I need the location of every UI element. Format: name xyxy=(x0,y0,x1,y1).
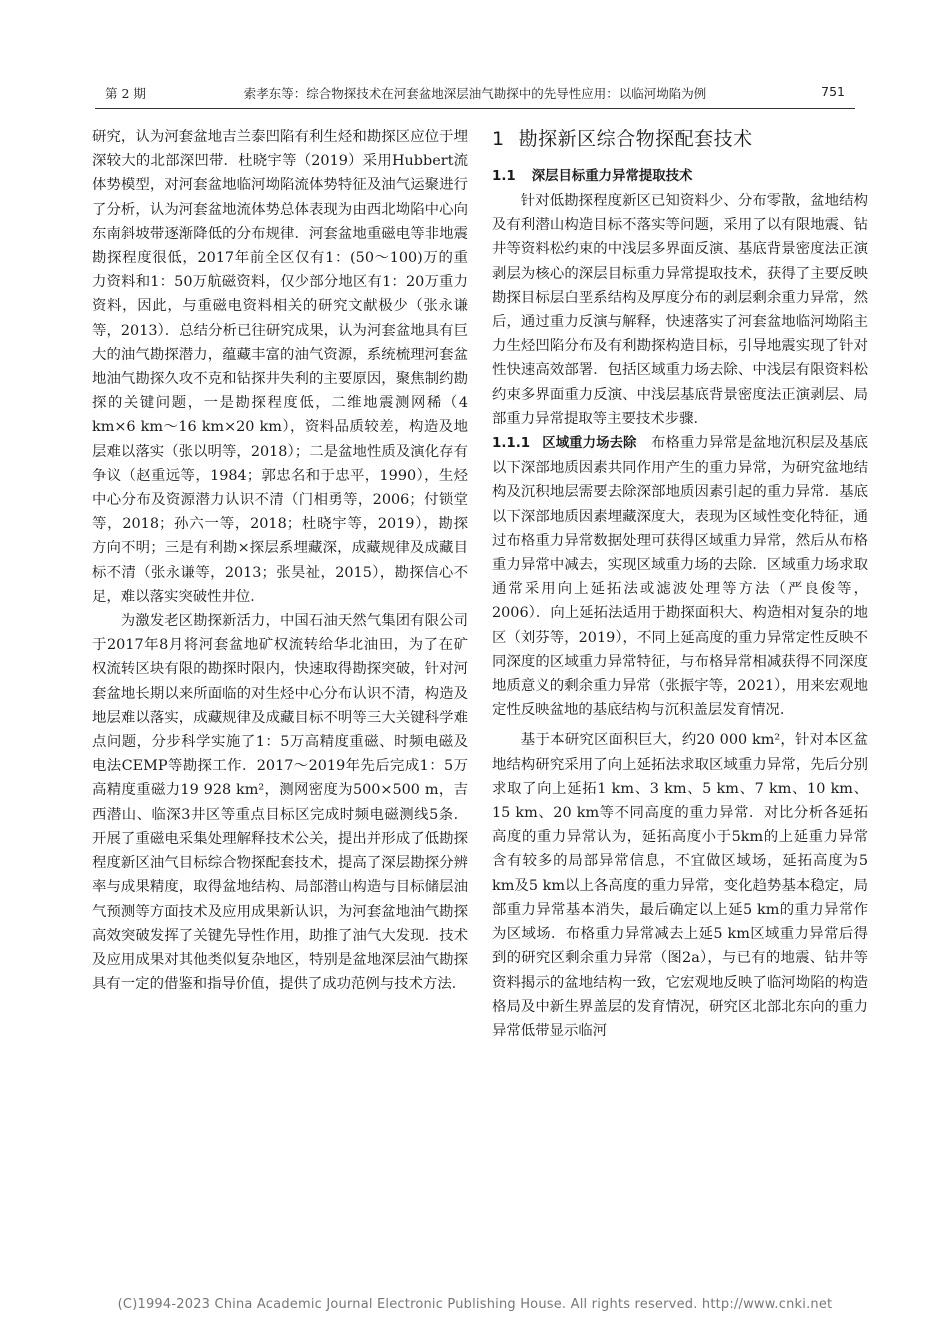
subsection-heading xyxy=(492,165,868,189)
body-paragraph: 基于本研究区面积巨大，约20 000 km²，针对本区盆地结构研究采用了向上延拓法求取区域重力异常，先后分别求取了向上延拓1 km、3 km、5 km、7 km、10 km、15 km、20 km等不同高度的重力异常．对比分析各延拓高度的重力异常认为，延拓高度小于5km的上延重力异常含有较多的局部异常信息，不宜做区域场，延拓高度为5 km及5 km以上各高度的重力异常，变化趋势基本稳定，局部重力异常基本消失，最后确定以上延5 km的重力异常作为区域场．布格重力异常减去上延5 km区域重力异常后得到的研究区剩余重力异常（图2a），与已有的地震、钻井等资料揭示的盆地结构一致，它宏观地反映了临河坳陷的构造格局及中新生界盖层的发育情况，研究区北部北东向的重力异常低带显示临河 xyxy=(492,732,868,1039)
body-paragraph-with-heading xyxy=(492,431,868,722)
body-paragraph: 研究，认为河套盆地吉兰泰凹陷有利生烃和勘探区应位于埋深较大的北部深凹带．杜晓宇等（2019）采用Hubbert流体势模型，对河套盆地临河坳陷流体势特征及油气运聚进行了分析，认为河套盆地流体势总体表现为由西北坳陷中心向东南斜坡带逐渐降低的分布规律．河套盆地重磁电等非地震勘探程度很低，2017年前全区仅有1：(50～100)万的重力资料和1：50万航磁资料，仅少部分地区有1：20万重力资料，因此，与重磁电资料相关的研究文献极少（张永谦等，2013）．总结分析已往研究成果，认为河套盆地具有巨大的油气勘探潜力，蕴藏丰富的油气资源，系统梳理河套盆地油气勘探久攻不克和钻探井失利的主要原因，聚焦制约勘探的关键问题，一是勘探程度低，二维地震测网稀（4 km×6 km～16 km×20 km），资料品质较差，构造及地层难以落实（张以明等，2018）；二是盆地性质及演化存有争议（赵重远等，1984；郭忠名和于忠平，1990），生烃中心分布及资源潜力认识不清（门相勇等，2006；付锁堂等，2018；孙六一等，2018；杜晓宇等，2019），勘探方向不明；三是有利勘×探层系埋藏深，成藏规律及成藏目标不清（张永谦等，2013；张昊祉，2015），勘探信心不足，难以落实突破性井位． xyxy=(92,129,468,605)
section-number: 1 xyxy=(492,128,505,150)
subsubsection-number: 1.1.1 xyxy=(492,436,531,452)
running-header xyxy=(95,82,855,109)
page-number: 751 xyxy=(821,84,845,99)
running-title: 索孝东等：综合物探技术在河套盆地深层油气勘探中的先导性应用：以临河坳陷为例 xyxy=(243,86,707,101)
subsection-number: 1.1 xyxy=(492,169,516,184)
right-column xyxy=(492,123,868,1043)
body-text: 布格重力异常是盆地沉积层及基底以下深部地质因素共同作用产生的重力异常，为研究盆地结构及沉积地层需要去除深部地质因素引起的重力异常．基底以下深部地质因素埋藏深度大，表现为区域性变化特征，通过布格重力异常数据处理可获得区域重力异常，然后从布格重力异常中减去，实现区域重力场的去除．区域重力场求取通常采用向上延拓法或滤波处理等方法（严良俊等，2006）．向上延拓法适用于勘探面积大、构造相对复杂的地区（刘芬等，2019），不同上延高度的重力异常定性反映不同深度的区域重力异常特征，与布格异常相减获得不同深度地质意义的剩余重力异常（张振宇等，2021），用来宏观地定性反映盆地的基底结构与沉积盖层发育情况． xyxy=(492,435,868,719)
left-column xyxy=(92,125,468,996)
section-title: 勘探新区综合物探配套技术 xyxy=(518,128,753,150)
subsubsection-title: 区域重力场去除 xyxy=(542,436,637,452)
section-heading xyxy=(492,123,868,155)
subsection-title: 深层目标重力异常提取技术 xyxy=(531,169,693,184)
copyright-footer: (C)1994-2023 China Academic Journal Electronic Publishing House. All rights reserved. http://www.cnki.net xyxy=(117,1297,833,1312)
subsubsection-heading xyxy=(492,436,637,451)
issue-label: 第 2 期 xyxy=(105,86,146,101)
body-paragraph: 为激发老区勘探新活力，中国石油天然气集团有限公司于2017年8月将河套盆地矿权流转给华北油田，为了在矿权流转区块有限的勘探时限内，快速取得勘探突破，针对河套盆地长期以来所面临的对生烃中心分布认识不清，构造及地层难以落实，成藏规律及成藏目标不明等三大关键科学难点问题，分步科学实施了1：5万高精度重磁、时频电磁及电法CEMP等勘探工作．2017～2019年先后完成1：5万高精度重磁力19 928 km²，测网密度为500×500 m，吉西潜山、临深3井区等重点目标区完成时频电磁测线5条．开展了重磁电采集处理解释技术公关，提出并形成了低勘探程度新区油气目标综合物探配套技术，提高了深层勘探分辨率与成果精度，取得盆地结构、局部潜山构造与目标储层油气预测等方面技术及应用成果新认识，为河套盆地油气勘探高效突破发挥了关键先导性作用，助推了油气大发现．技术及应用成果对其他类似复杂地区，特别是盆地深层油气勘探具有一定的借鉴和指导价值，提供了成功范例与技术方法． xyxy=(92,613,468,993)
body-paragraph: 针对低勘探程度新区已知资料少、分布零散，盆地结构及有利潜山构造目标不落实等问题，采用了以有限地震、钻井等资料松约束的中浅层多界面反演、基底背景密度法正演剥层为核心的深层目标重力异常提取技术，获得了主要反映勘探目标层白垩系结构及厚度分布的剥层剩余重力异常，然后，通过重力反演与解释，快速落实了河套盆地临河坳陷主力生烃凹陷分布及有利勘探构造目标，引导地震实现了针对性快速高效部署．包括区域重力场去除、中浅层有限资料松约束多界面重力反演、中浅层基底背景密度法正演剥层、局部重力异常提取等主要技术步骤． xyxy=(492,193,868,427)
